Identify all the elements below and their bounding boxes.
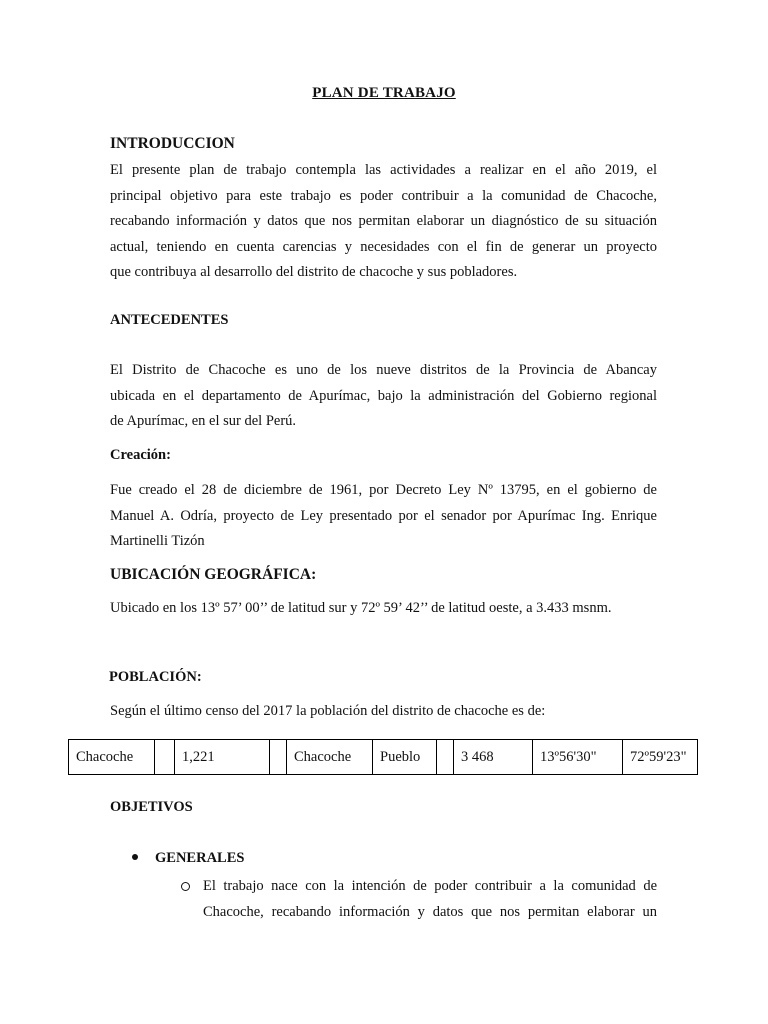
objetivos-heading: OBJETIVOS — [110, 799, 193, 815]
poblacion-heading: POBLACIÓN: — [109, 669, 202, 685]
antecedentes-line: El Distrito de Chacoche es uno de los nueve distritos de la Provincia de Abancay — [110, 362, 657, 378]
ubicacion-line: Ubicado en los 13º 57’ 00’’ de latitud sur y 72º 59’ 42’’ de latitud oeste, a 3.433 msnm. — [110, 600, 612, 616]
antecedentes-paragraph — [110, 358, 657, 435]
bullet-icon — [132, 854, 138, 860]
table-cell: 1,221 — [175, 740, 270, 775]
sub-bullet-text — [203, 874, 657, 925]
poblacion-paragraph — [110, 699, 657, 725]
intro-line: El presente plan de trabajo contempla las actividades a realizar en el año 2019, el — [110, 162, 657, 178]
intro-heading: INTRODUCCION — [110, 135, 235, 152]
circle-bullet-icon — [181, 882, 190, 891]
bullet-label: GENERALES — [155, 850, 245, 866]
table-cell: Chacoche — [69, 740, 155, 775]
table-cell: Pueblo — [373, 740, 437, 775]
population-table — [68, 739, 698, 775]
ubicacion-heading: UBICACIÓN GEOGRÁFICA: — [110, 566, 317, 583]
creacion-heading: Creación: — [110, 447, 171, 463]
intro-line: que contribuya al desarrollo del distrito de chacoche y sus pobladores. — [110, 264, 518, 280]
sub-bullet-line: El trabajo nace con la intención de poder contribuir a la comunidad de — [203, 878, 657, 894]
table-cell: 72º59'23" — [623, 740, 698, 775]
document-title: PLAN DE TRABAJO — [312, 85, 456, 101]
table-cell — [270, 740, 287, 775]
table-cell — [155, 740, 175, 775]
poblacion-line: Según el último censo del 2017 la población del distrito de chacoche es de: — [110, 703, 546, 719]
antecedentes-line: ubicada en el departamento de Apurímac, bajo la administración del Gobierno regional — [110, 387, 657, 404]
table-cell: 13º56'30" — [533, 740, 623, 775]
table-cell: 3 468 — [454, 740, 533, 775]
table-cell — [437, 740, 454, 775]
antecedentes-line: de Apurímac, en el sur del Perú. — [110, 413, 297, 429]
ubicacion-paragraph — [110, 596, 657, 622]
intro-line: recabando información y datos que nos permitan elaborar un diagnóstico de su situación — [110, 213, 657, 229]
creacion-line: Martinelli Tizón — [110, 533, 205, 549]
creacion-line: Fue creado el 28 de diciembre de 1961, por Decreto Ley Nº 13795, en el gobierno de — [110, 482, 657, 498]
table-cell: Chacoche — [287, 740, 373, 775]
antecedentes-heading: ANTECEDENTES — [110, 312, 229, 328]
intro-line: principal objetivo para este trabajo es poder contribuir a la comunidad de Chacoche, — [110, 187, 657, 204]
table-row — [69, 740, 698, 775]
intro-line: actual, teniendo en cuenta carencias y necesidades con el fin de generar un proyecto — [110, 238, 657, 255]
creacion-line: Manuel A. Odría, proyecto de Ley presentado por el senador por Apurímac Ing. Enrique — [110, 507, 657, 524]
sub-bullet-line: Chacoche, recabando información y datos que nos permitan elaborar un — [203, 903, 657, 920]
bullet-item-generales — [132, 850, 244, 867]
creacion-paragraph — [110, 478, 657, 555]
intro-paragraph — [110, 158, 657, 286]
